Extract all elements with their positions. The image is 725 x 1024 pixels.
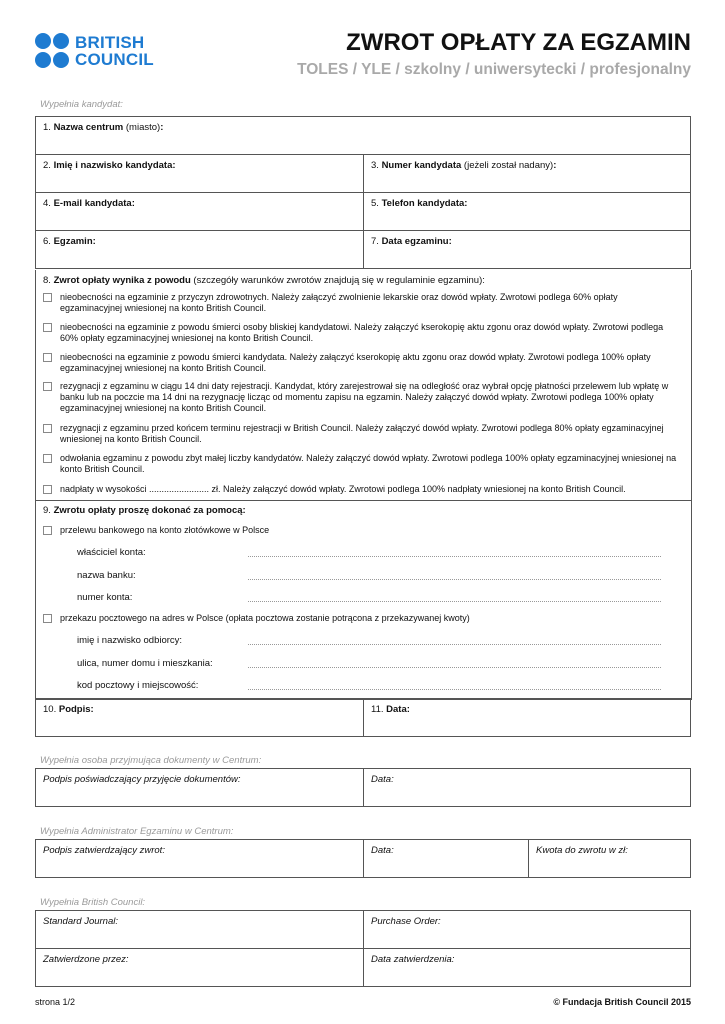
checkbox[interactable] <box>43 614 52 623</box>
input-account-owner[interactable] <box>248 556 661 557</box>
reason-option-candidate-death[interactable]: nieobecności na egzaminie z powodu śmierci kandydata. Należy załączyć kserokopię aktu zgonu oraz dowód wpłaty. Zwrotowi podlega 100% opłaty egzaminacyjnej wniesionej na konto British Council. <box>43 352 680 374</box>
checkbox[interactable] <box>43 353 52 362</box>
admin-table <box>35 839 691 878</box>
field-staff-date[interactable]: Data: <box>364 769 691 807</box>
field-payment-heading: 9. Zwrotu opłaty proszę dokonać za pomocą: <box>43 505 246 516</box>
input-bank-name[interactable] <box>248 579 661 580</box>
label-street: ulica, numer domu i mieszkania: <box>77 658 213 669</box>
reason-option-resignation-14-days[interactable]: rezygnacji z egzaminu w ciągu 14 dni daty rejestracji. Kandydat, który zarejestrował się na odległość oraz wybrał opcję płatności przelewem lub wpłatę w banku lub na poczcie ma 14 dni na rezygnację licząc od momentu zapisu na egzamin. Należy załączyć dowód wpłaty. Zwrotowi podlega 100% opłaty egzaminacyjnej wniesionej na konto British Council. <box>43 381 680 414</box>
reason-option-health[interactable]: nieobecności na egzaminie z przyczyn zdrowotnych. Należy załączyć zwolnienie lekarskie oraz dowód wpłaty. Zwrotowi podlega 60% opłaty egzaminacyjnej wniesionej na konto British Council. <box>43 292 680 314</box>
reason-option-exam-cancelled[interactable]: odwołania egzaminu z powodu zbyt małej liczby kandydatów. Należy załączyć dowód wpłaty. Zwrotowi podlega 100% opłaty egzaminacyjnej wniesionej na konto British Council. <box>43 453 680 475</box>
section-label-centre-staff: Wypełnia osoba przyjmująca dokumenty w Centrum: <box>40 755 262 766</box>
page-number: strona 1/2 <box>35 997 76 1007</box>
field-signature[interactable]: 10. Podpis: <box>36 699 364 737</box>
copyright: © Fundacja British Council 2015 <box>553 997 691 1007</box>
checkbox[interactable] <box>43 526 52 535</box>
field-reason-heading: 8. Zwrot opłaty wynika z powodu (szczegóły warunków zwrotów znajdują się w regulaminie egzaminu): <box>43 275 485 286</box>
field-exam-date[interactable]: 7. Data egzaminu: <box>364 231 691 269</box>
field-candidate-email[interactable]: 4. E-mail kandydata: <box>36 193 364 231</box>
logo-line-2: COUNCIL <box>75 50 154 69</box>
label-postcode-city: kod pocztowy i miejscowość: <box>77 680 199 691</box>
field-exam[interactable]: 6. Egzamin: <box>36 231 364 269</box>
field-candidate-phone[interactable]: 5. Telefon kandydata: <box>364 193 691 231</box>
payment-option-postal[interactable]: przekazu pocztowego na adres w Polsce (opłata pocztowa zostanie potrącona z przekazywanej kwoty) <box>43 613 680 624</box>
reason-option-overpayment[interactable]: nadpłaty w wysokości ........................ zł. Należy załączyć dowód wpłaty. Zwrotowi podlega 100% nadpłaty wniesionej na konto British Council. <box>43 484 680 495</box>
field-candidate-name[interactable]: 2. Imię i nazwisko kandydata: <box>36 155 364 193</box>
reason-option-resignation-before-deadline[interactable]: rezygnacji z egzaminu przed końcem terminu rejestracji w British Council. Należy załączyć dowód wpłaty. Zwrotowi podlega 80% opłaty egzaminacyjnej wniesionej na konto British Council. <box>43 423 680 445</box>
british-council-logo <box>35 33 165 73</box>
logo-line-1: BRITISH <box>75 33 145 52</box>
checkbox[interactable] <box>43 382 52 391</box>
logo-dots-icon <box>35 33 71 71</box>
checkbox[interactable] <box>43 293 52 302</box>
label-bank-name: nazwa banku: <box>77 570 136 581</box>
field-approved-by[interactable]: Zatwierdzone przez: <box>36 949 364 987</box>
candidate-table <box>35 116 691 269</box>
checkbox[interactable] <box>43 424 52 433</box>
field-signature-date[interactable]: 11. Data: <box>364 699 691 737</box>
reasons-and-payment-box <box>35 270 692 700</box>
field-purchase-order[interactable]: Purchase Order: <box>364 911 691 949</box>
label-account-owner: właściciel konta: <box>77 547 146 558</box>
section-label-admin: Wypełnia Administrator Egzaminu w Centrum: <box>40 826 234 837</box>
field-refund-amount[interactable]: Kwota do zwrotu w zł: <box>529 840 691 878</box>
section-label-candidate: Wypełnia kandydat: <box>40 99 123 110</box>
centre-staff-table <box>35 768 691 807</box>
input-postcode-city[interactable] <box>248 689 661 690</box>
label-recipient-name: imię i nazwisko odbiorcy: <box>77 635 183 646</box>
payment-option-bank[interactable]: przelewu bankowego na konto złotówkowe w Polsce <box>43 525 680 536</box>
checkbox[interactable] <box>43 454 52 463</box>
input-recipient-name[interactable] <box>248 644 661 645</box>
input-street[interactable] <box>248 667 661 668</box>
field-staff-signature[interactable]: Podpis poświadczający przyjęcie dokumentów: <box>36 769 364 807</box>
input-account-number[interactable] <box>248 601 661 602</box>
checkbox[interactable] <box>43 485 52 494</box>
british-council-table <box>35 910 691 987</box>
field-approval-date[interactable]: Data zatwierdzenia: <box>364 949 691 987</box>
logo-wordmark <box>75 34 154 68</box>
signature-table <box>35 698 691 737</box>
field-admin-date[interactable]: Data: <box>364 840 529 878</box>
field-centre-name[interactable]: 1. Nazwa centrum (miasto): <box>36 117 691 155</box>
reason-option-relative-death[interactable]: nieobecności na egzaminie z powodu śmierci osoby bliskiej kandydatowi. Należy załączyć kserokopię aktu zgonu oraz dowód wpłaty. Zwrotowi podlega 60% opłaty egzaminacyjnej wniesionej na konto British Council. <box>43 322 680 344</box>
checkbox[interactable] <box>43 323 52 332</box>
page-title: ZWROT OPŁATY ZA EGZAMIN <box>346 29 691 56</box>
field-standard-journal[interactable]: Standard Journal: <box>36 911 364 949</box>
section-label-british-council: Wypełnia British Council: <box>40 897 146 908</box>
field-admin-signature[interactable]: Podpis zatwierdzający zwrot: <box>36 840 364 878</box>
page-subtitle: TOLES / YLE / szkolny / uniwersytecki / profesjonalny <box>297 61 691 78</box>
label-account-number: numer konta: <box>77 592 133 603</box>
field-candidate-number[interactable]: 3. Numer kandydata (jeżeli został nadany): <box>364 155 691 193</box>
